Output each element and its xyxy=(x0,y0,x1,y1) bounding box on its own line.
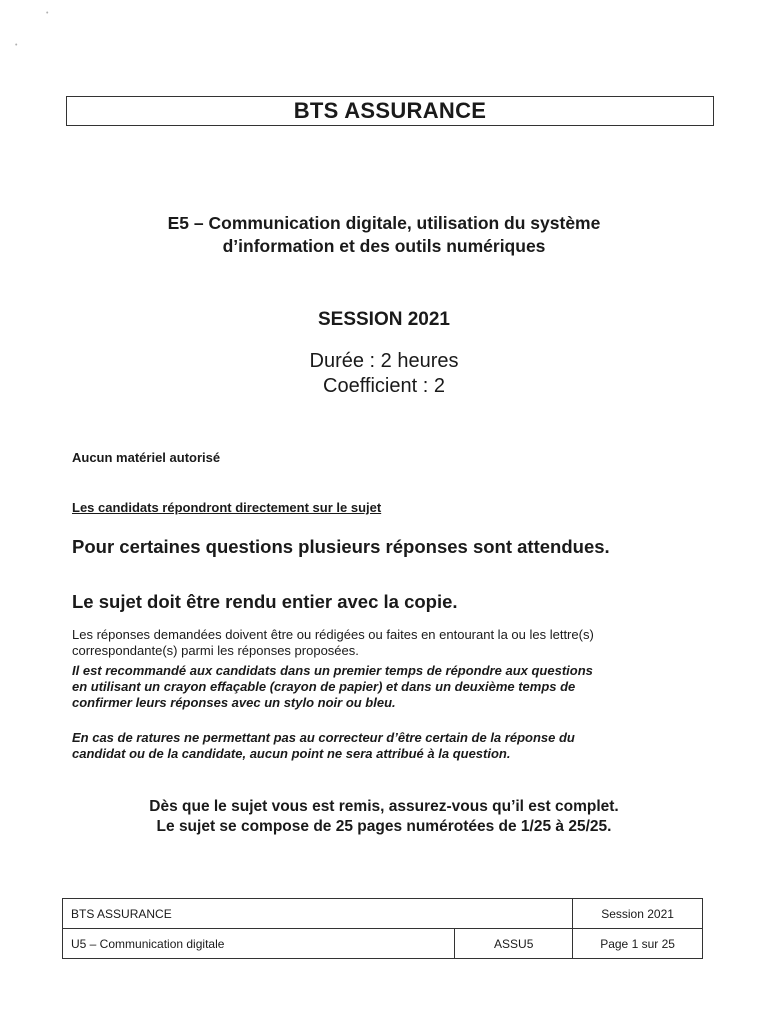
answers-line-1: Les réponses demandées doivent être ou rédigées ou faites en entourant la ou les lettre(s) xyxy=(72,627,594,642)
return-subject-notice: Le sujet doit être rendu entier avec la copie. xyxy=(72,591,458,612)
footer-row xyxy=(63,899,703,929)
scan-speck-mark: • xyxy=(46,10,49,17)
completeness-check-line-2: Le sujet se compose de 25 pages numérotées de 1/25 à 25/25. xyxy=(156,818,612,835)
answers-instructions xyxy=(72,627,712,659)
footer-row xyxy=(63,929,703,959)
answers-line-2: correspondante(s) parmi les réponses proposées. xyxy=(72,643,359,658)
footer-page-number: Page 1 sur 25 xyxy=(573,929,703,959)
footer-session: Session 2021 xyxy=(573,899,703,929)
title-box xyxy=(66,96,714,126)
session-label: SESSION 2021 xyxy=(317,309,451,330)
scan-speck-mark: • xyxy=(15,42,18,49)
coefficient-label: Coefficient : 2 xyxy=(323,375,445,397)
erasure-paragraph xyxy=(72,730,712,762)
multiple-answers-notice: Pour certaines questions plusieurs réponses sont attendues. xyxy=(72,536,610,557)
footer-exam-name: BTS ASSURANCE xyxy=(63,899,573,929)
completeness-check-line-1: Dès que le sujet vous est remis, assurez-vous qu’il est complet. xyxy=(149,798,619,815)
footer-table xyxy=(62,898,703,959)
direct-answer-notice: Les candidats répondront directement sur le sujet xyxy=(72,500,382,515)
footer-code: ASSU5 xyxy=(455,929,573,959)
recommend-line-3: confirmer leurs réponses avec un stylo noir ou bleu. xyxy=(72,695,396,710)
subject-title-line-2: d’information et des outils numériques xyxy=(222,236,546,256)
page-title: BTS ASSURANCE xyxy=(293,98,487,123)
erasure-line-2: candidat ou de la candidate, aucun point ne sera attribué à la question. xyxy=(72,746,511,761)
recommendation-paragraph xyxy=(72,663,712,711)
recommend-line-1: Il est recommandé aux candidats dans un premier temps de répondre aux questions xyxy=(72,663,593,678)
materials-notice: Aucun matériel autorisé xyxy=(72,450,221,465)
footer-unit: U5 – Communication digitale xyxy=(63,929,455,959)
duration-label: Durée : 2 heures xyxy=(309,350,459,372)
subject-title-line-1: E5 – Communication digitale, utilisation du système xyxy=(167,213,601,233)
erasure-line-1: En cas de ratures ne permettant pas au correcteur d’être certain de la réponse du xyxy=(72,730,575,745)
recommend-line-2: en utilisant un crayon effaçable (crayon de papier) et dans un deuxième temps de xyxy=(72,679,576,694)
